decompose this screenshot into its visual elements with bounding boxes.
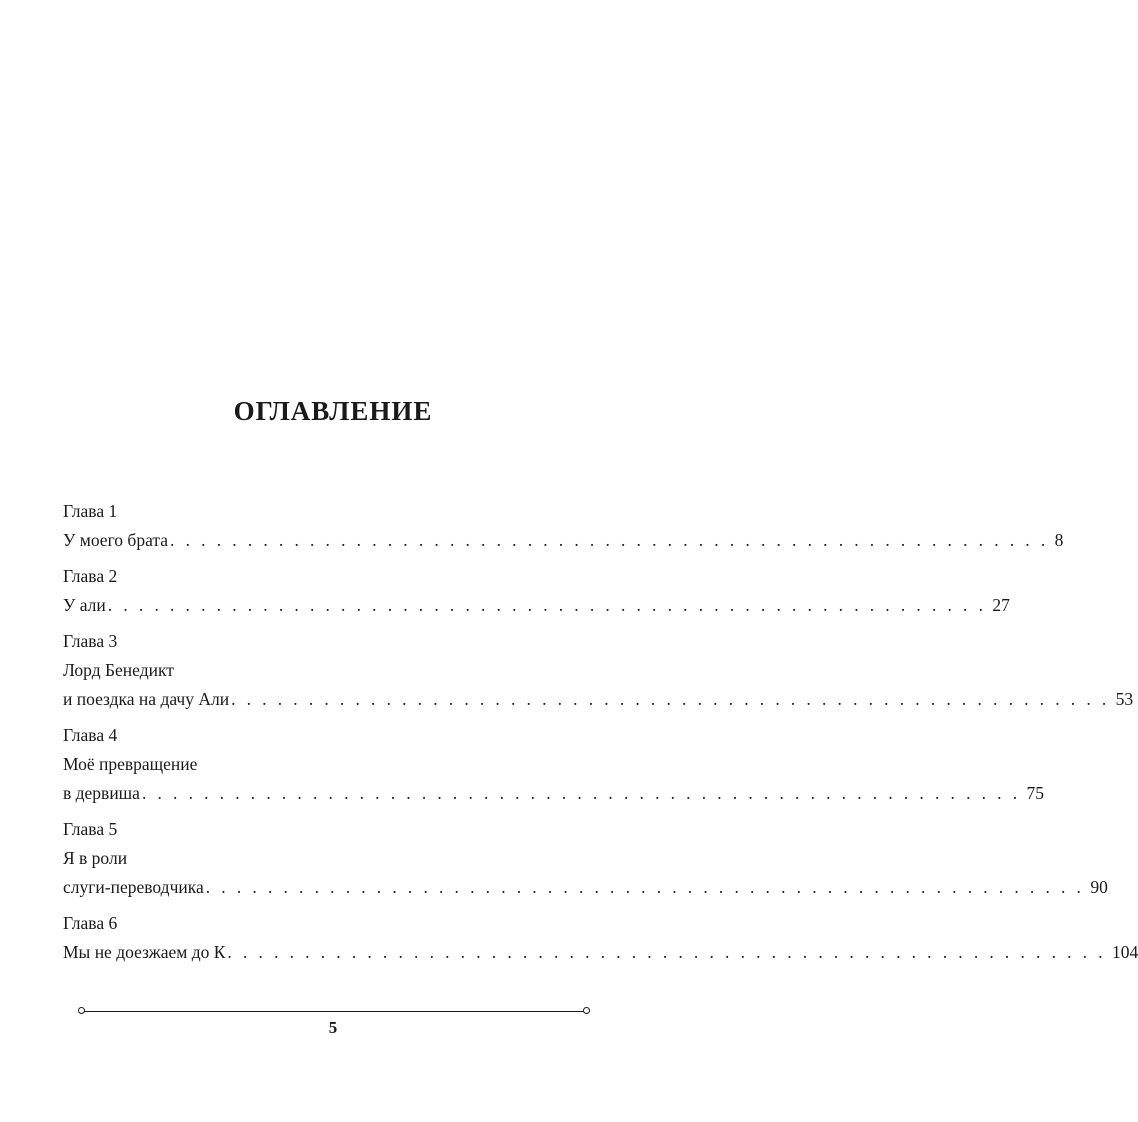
toc-chapter-2 [63,562,1010,620]
dot-leader: . . . . . . . . . . . . . . . . . . . . . . . . . . . . . . . . . . . . . . . . . . . . . . . . . . . . . . . . . [107,595,987,615]
toc-chapter-4 [63,721,1045,808]
page-reference: 27 [992,595,1010,615]
chapter-title-line: Лорд Бенедикт [63,660,174,680]
chapter-title: У али [63,595,106,615]
chapter-label: Глава 3 [63,631,118,651]
chapter-title: и поездка на дачу Али [63,689,230,709]
page-reference: 75 [1026,783,1045,803]
page-number: 5 [328,1018,338,1037]
toc-entry[interactable] [63,873,1108,902]
chapter-label: Глава 1 [63,501,118,521]
chapter-title: Мы не доезжаем до К [63,942,226,962]
chapter-label: Глава 5 [63,819,118,839]
toc-chapter-1 [63,497,1064,555]
toc-chapter-3 [63,627,1134,714]
divider-ornament-left [78,1007,85,1014]
chapter-title-line: Я в роли [63,848,128,868]
dot-leader: . . . . . . . . . . . . . . . . . . . . . . . . . . . . . . . . . . . . . . . . . . . . . . . . . . . . . . . . . [170,530,1049,550]
chapter-title: в дервиша [63,783,140,803]
toc-entry[interactable] [63,685,1134,714]
footer-divider [84,1011,584,1012]
dot-leader: . . . . . . . . . . . . . . . . . . . . . . . . . . . . . . . . . . . . . . . . . . . . . . . . . . . . . . . . . [141,783,1021,803]
page-title: ОГЛАВЛЕНИЕ [233,396,433,426]
chapter-label: Глава 2 [63,566,118,586]
chapter-title: У моего брата [63,530,169,550]
dot-leader: . . . . . . . . . . . . . . . . . . . . . . . . . . . . . . . . . . . . . . . . . . . . . . . . . . . . . . . . . [205,877,1085,897]
table-of-contents [63,497,1138,974]
dot-leader: . . . . . . . . . . . . . . . . . . . . . . . . . . . . . . . . . . . . . . . . . . . . . . . . . . . . . . . . . [231,689,1110,709]
chapter-title-line: Моё превращение [63,754,198,774]
page-reference: 53 [1115,689,1134,709]
page-reference: 8 [1054,530,1064,550]
chapter-title: слуги-переводчика [63,877,204,897]
chapter-label: Глава 6 [63,913,118,933]
toc-chapter-6 [63,909,1138,967]
toc-entry[interactable] [63,938,1138,967]
toc-entry[interactable] [63,591,1010,620]
page-reference: 90 [1090,877,1108,897]
divider-ornament-right [583,1007,590,1014]
dot-leader: . . . . . . . . . . . . . . . . . . . . . . . . . . . . . . . . . . . . . . . . . . . . . . . . . . . . . . . . . [227,942,1106,962]
toc-chapter-5 [63,815,1108,902]
toc-entry[interactable] [63,779,1045,808]
chapter-label: Глава 4 [63,725,118,745]
toc-entry[interactable] [63,526,1064,555]
page-reference: 104 [1112,942,1138,962]
